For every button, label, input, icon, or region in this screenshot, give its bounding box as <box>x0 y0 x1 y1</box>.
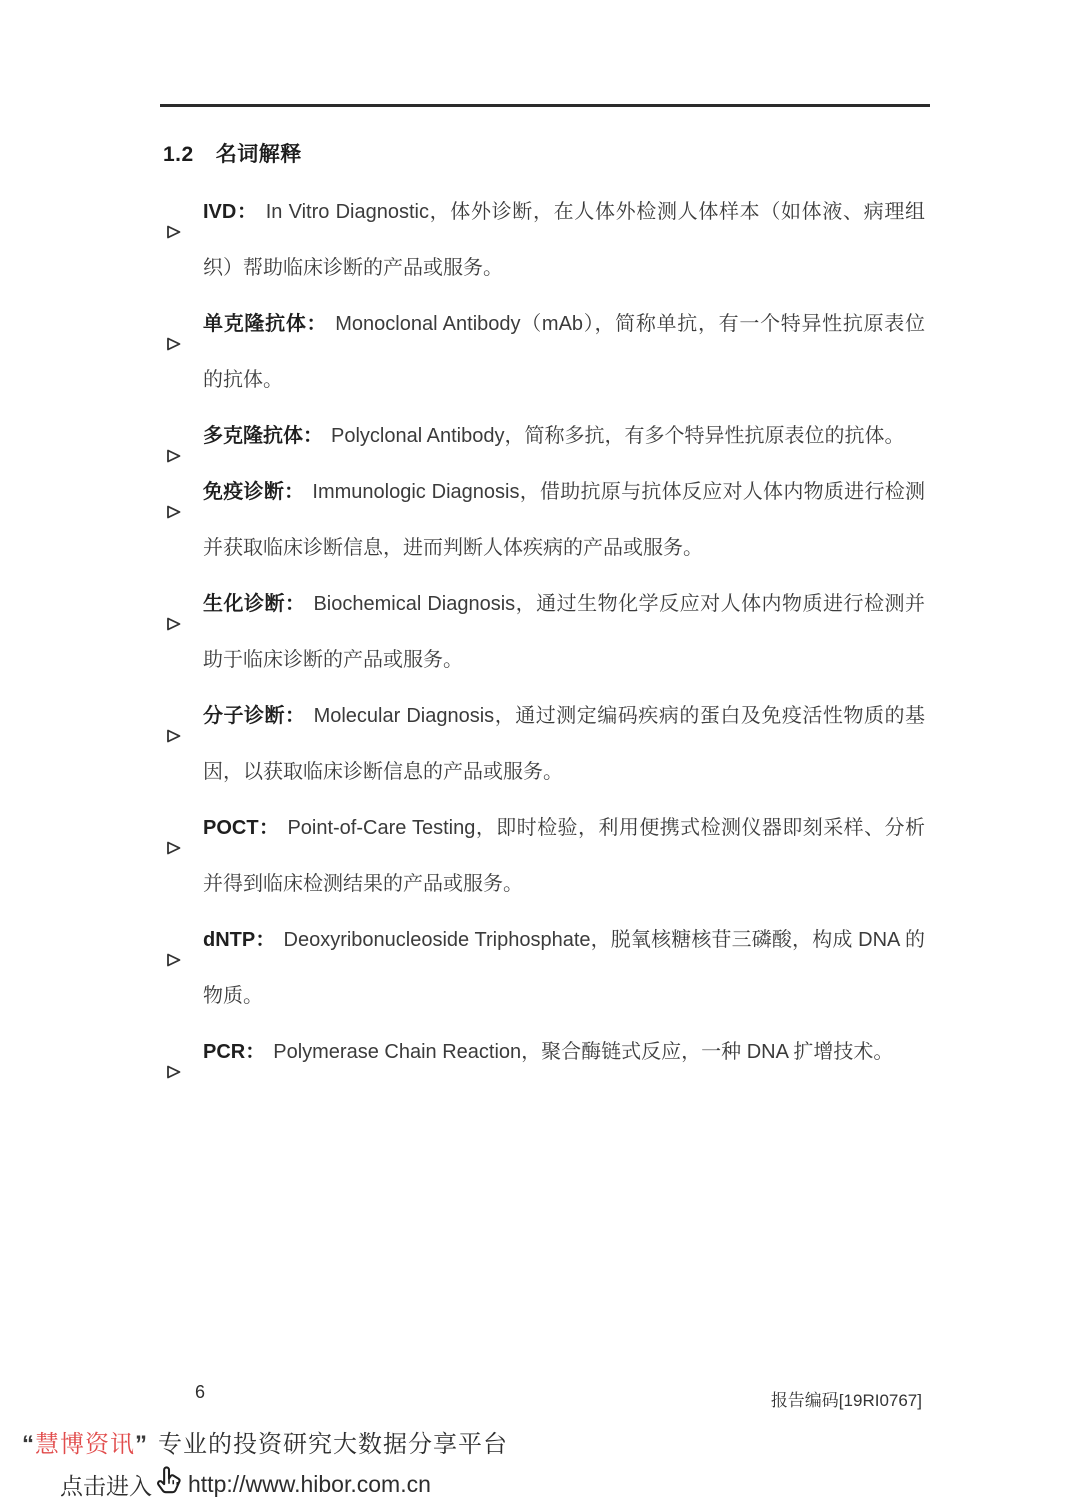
page-number: 6 <box>195 1382 206 1402</box>
glossary-item <box>163 408 925 464</box>
hibor-link-line[interactable] <box>60 1468 508 1501</box>
section-title: 名词解释 <box>215 143 302 166</box>
glossary-definition: In Vitro Diagnostic，体外诊断，在人体外检测人体样本（如体液、病理组织）帮助临床诊断的产品或服务。 <box>203 201 926 279</box>
quote-open: “ <box>22 1431 35 1458</box>
glossary-definition: Polyclonal Antibody，简称多抗，有多个特异性抗原表位的抗体。 <box>331 425 905 447</box>
glossary-definition: Molecular Diagnosis，通过测定编码疾病的蛋白及免疫活性物质的基因，以获取临床诊断信息的产品或服务。 <box>203 705 925 783</box>
enter-label[interactable]: 点击进入 <box>60 1473 152 1499</box>
glossary-term: POCT： <box>203 817 280 839</box>
arrow-bullet-icon <box>166 1045 182 1059</box>
glossary-term: 分子诊断： <box>203 705 306 727</box>
glossary-term: IVD： <box>203 201 258 223</box>
glossary-item <box>163 800 925 912</box>
glossary-term: PCR： <box>203 1041 266 1063</box>
brand-name: 慧博资讯 <box>35 1431 135 1458</box>
glossary-item <box>163 576 925 688</box>
glossary-definition: Point-of-Care Testing，即时检验，利用便携式检测仪器即刻采样、分析并得到临床检测结果的产品或服务。 <box>203 817 925 895</box>
section-heading <box>163 138 302 168</box>
brand-line <box>22 1424 508 1459</box>
header-rule <box>160 104 930 107</box>
glossary-term: 单克隆抗体： <box>203 313 328 335</box>
arrow-bullet-icon <box>166 821 182 835</box>
arrow-bullet-icon <box>166 485 182 499</box>
glossary-definition: Polymerase Chain Reaction，聚合酶链式反应，一种 DNA 扩增技术。 <box>273 1041 894 1063</box>
glossary-definition: Immunologic Diagnosis，借助抗原与抗体反应对人体内物质进行检测并获取临床诊断信息，进而判断人体疾病的产品或服务。 <box>203 481 926 559</box>
glossary-term: dNTP： <box>203 929 276 951</box>
arrow-bullet-icon <box>166 317 182 331</box>
glossary-item <box>163 912 925 1024</box>
glossary-item <box>163 1024 925 1080</box>
arrow-bullet-icon <box>166 205 182 219</box>
hibor-footer <box>22 1424 508 1501</box>
arrow-bullet-icon <box>166 709 182 723</box>
arrow-bullet-icon <box>166 429 182 443</box>
glossary-item <box>163 688 925 800</box>
arrow-bullet-icon <box>166 597 182 611</box>
glossary-item <box>163 464 925 576</box>
quote-close: ” <box>135 1431 148 1458</box>
glossary-definition: Biochemical Diagnosis，通过生物化学反应对人体内物质进行检测并助于临床诊断的产品或服务。 <box>203 593 926 671</box>
report-code: 报告编码[19RI0767] <box>770 1391 922 1410</box>
glossary-term: 生化诊断： <box>203 593 306 615</box>
hand-cursor-icon[interactable] <box>154 1465 184 1499</box>
glossary-term: 多克隆抗体： <box>203 425 323 447</box>
glossary-item <box>163 184 925 296</box>
glossary-definition: Monoclonal Antibody（mAb），简称单抗，有一个特异性抗原表位的抗体。 <box>203 313 926 391</box>
brand-tagline: 专业的投资研究大数据分享平台 <box>158 1431 508 1458</box>
glossary-term: 免疫诊断： <box>203 481 305 503</box>
hibor-url[interactable]: http://www.hibor.com.cn <box>188 1471 431 1497</box>
section-number: 1.2 <box>163 143 194 166</box>
glossary-item <box>163 296 925 408</box>
glossary-list <box>163 184 925 1080</box>
arrow-bullet-icon <box>166 933 182 947</box>
glossary-definition: Deoxyribonucleoside Triphosphate，脱氧核糖核苷三磷酸，构成 DNA 的物质。 <box>203 929 925 1007</box>
